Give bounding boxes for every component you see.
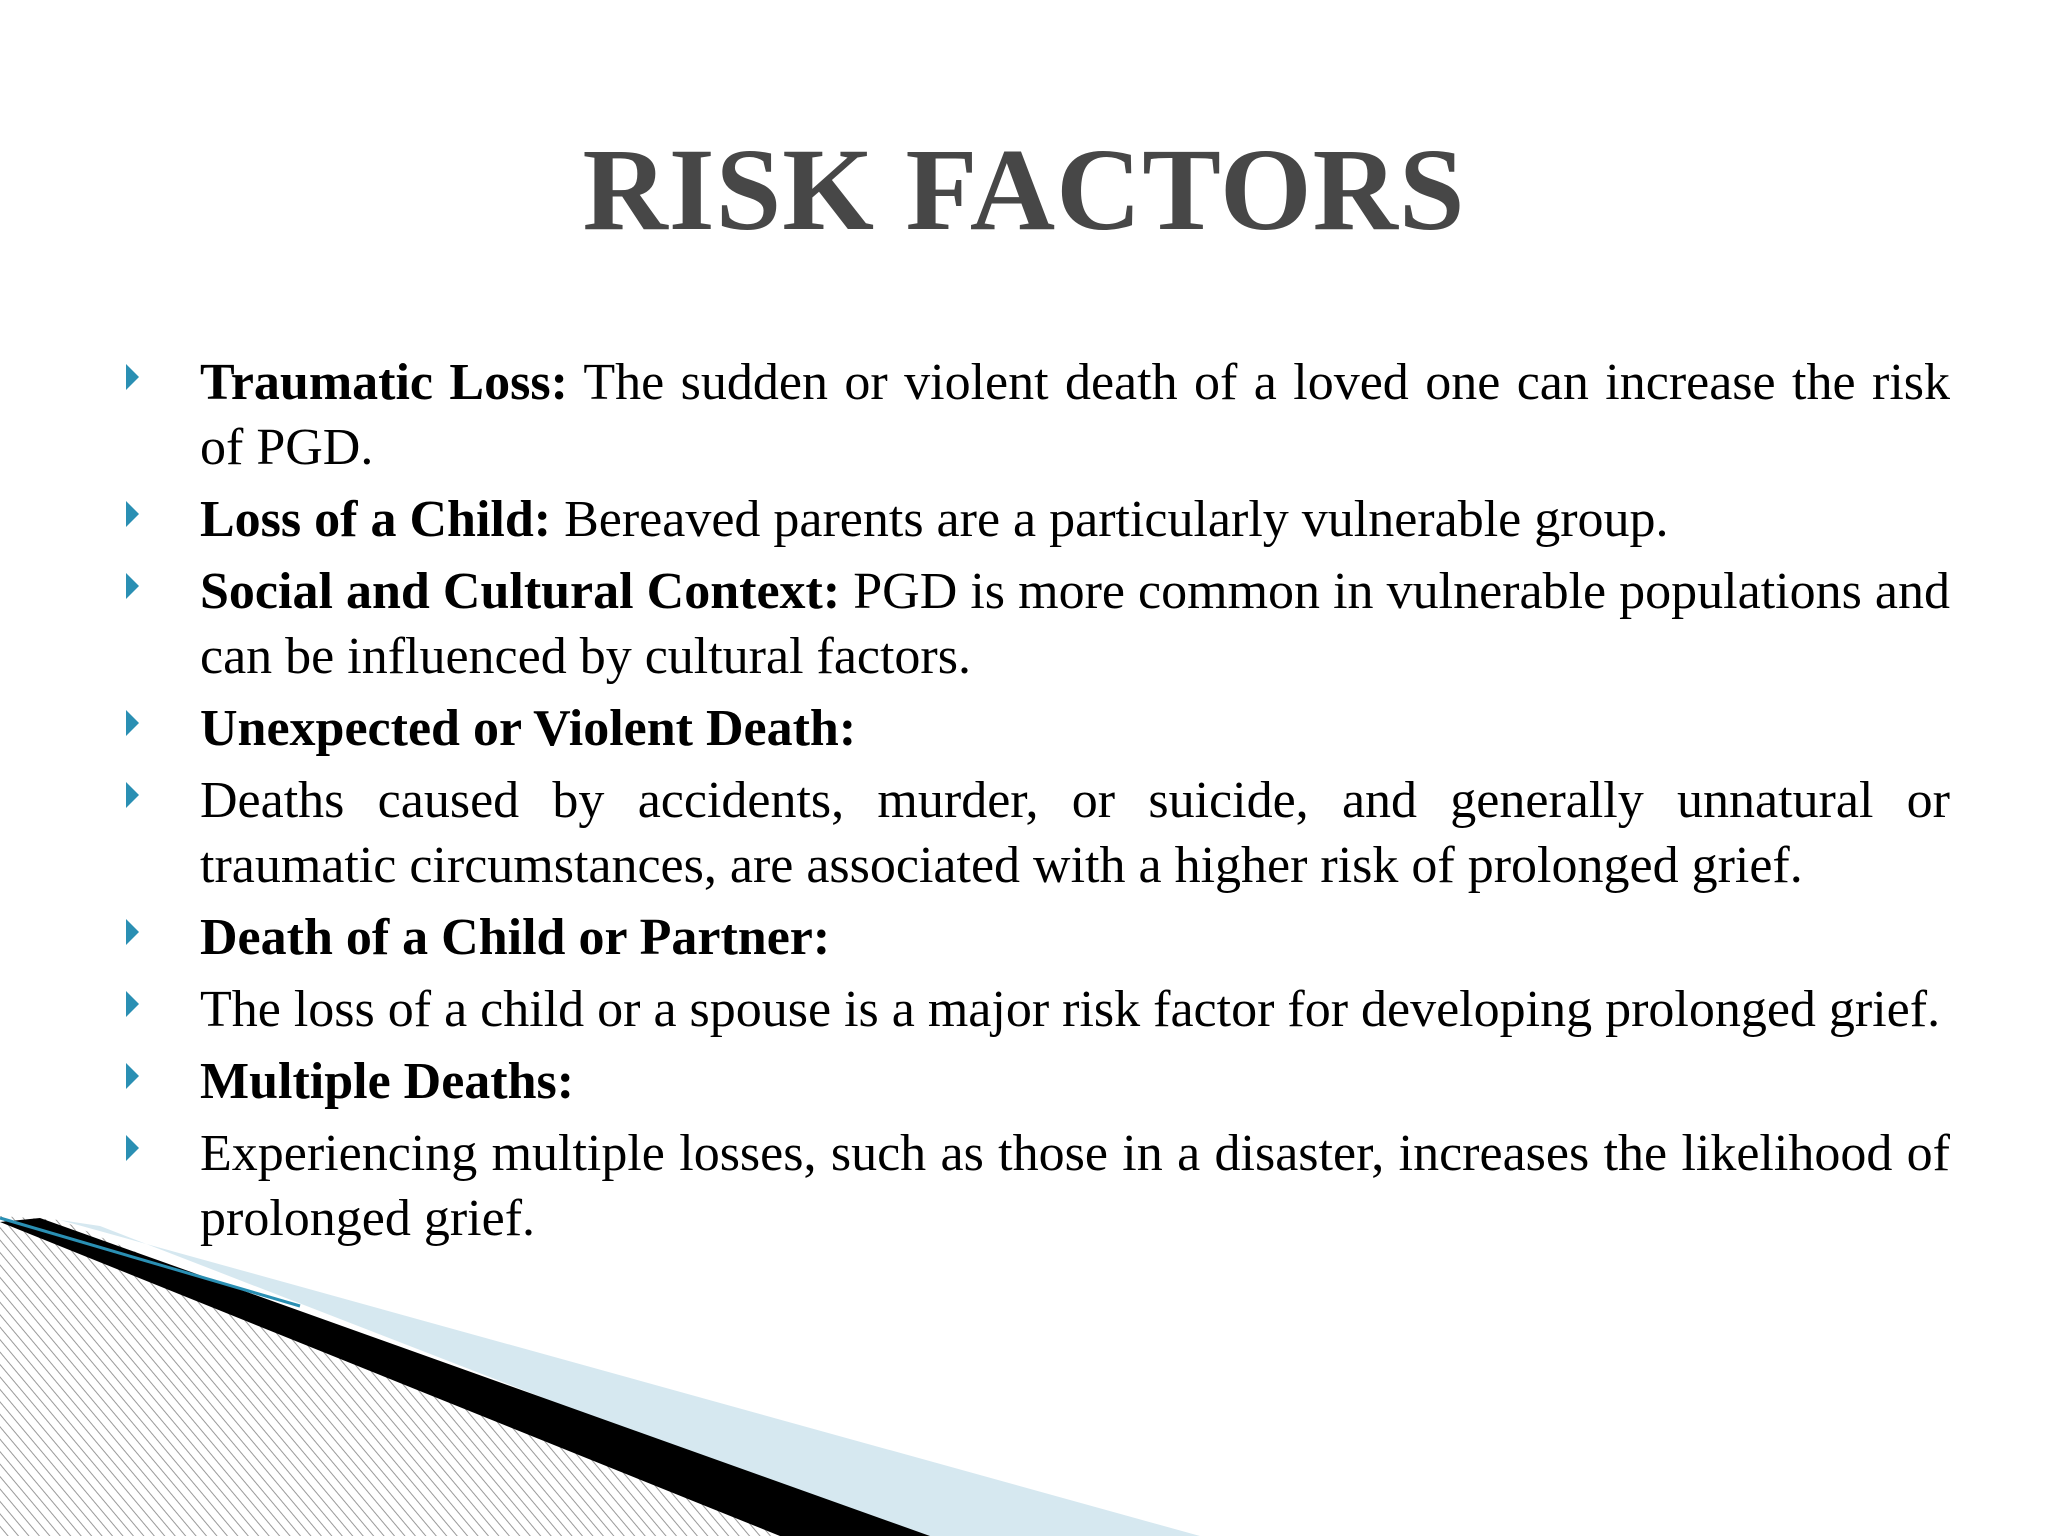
triangle-right-icon <box>126 710 139 736</box>
bullet-text: PGD is more common in vulnerable populations and can be influenced by cultural factors. <box>200 563 1950 685</box>
list-item <box>120 905 1950 970</box>
list-item <box>120 696 1950 761</box>
list-item <box>120 487 1950 552</box>
triangle-right-icon <box>126 991 139 1017</box>
slide-title: RISK FACTORS <box>582 124 1466 255</box>
bullet-list <box>120 350 1950 1258</box>
list-item <box>120 350 1950 480</box>
bullet-heading: Death of a Child or Partner: <box>200 909 831 966</box>
list-item <box>120 559 1950 689</box>
bullet-heading: Loss of a Child: <box>200 491 552 548</box>
triangle-right-icon <box>126 782 139 808</box>
triangle-right-icon <box>126 573 139 599</box>
bullet-heading: Traumatic Loss: <box>200 354 568 411</box>
triangle-right-icon <box>126 501 139 527</box>
bullet-text: Deaths caused by accidents, murder, or suicide, and generally unnatural or traumatic circumstances, are associated with a higher risk of prolonged grief. <box>200 772 1950 894</box>
triangle-right-icon <box>126 364 139 390</box>
bullet-heading: Unexpected or Violent Death: <box>200 700 857 757</box>
bullet-text: The sudden or violent death of a loved one can increase the risk of PGD. <box>200 354 1950 476</box>
list-item <box>120 977 1950 1042</box>
list-item <box>120 768 1950 898</box>
bullet-text: The loss of a child or a spouse is a major risk factor for developing prolonged grief. <box>200 981 1941 1038</box>
bullet-heading: Multiple Deaths: <box>200 1053 575 1110</box>
triangle-right-icon <box>126 1135 139 1161</box>
bullet-text: Experiencing multiple losses, such as those in a disaster, increases the likelihood of prolonged grief. <box>200 1125 1950 1247</box>
triangle-right-icon <box>126 1063 139 1089</box>
bullet-text: Bereaved parents are a particularly vulnerable group. <box>551 491 1669 548</box>
list-item <box>120 1049 1950 1114</box>
triangle-right-icon <box>126 919 139 945</box>
corner-decoration <box>0 1216 2048 1536</box>
bullet-heading: Social and Cultural Context: <box>200 563 841 620</box>
